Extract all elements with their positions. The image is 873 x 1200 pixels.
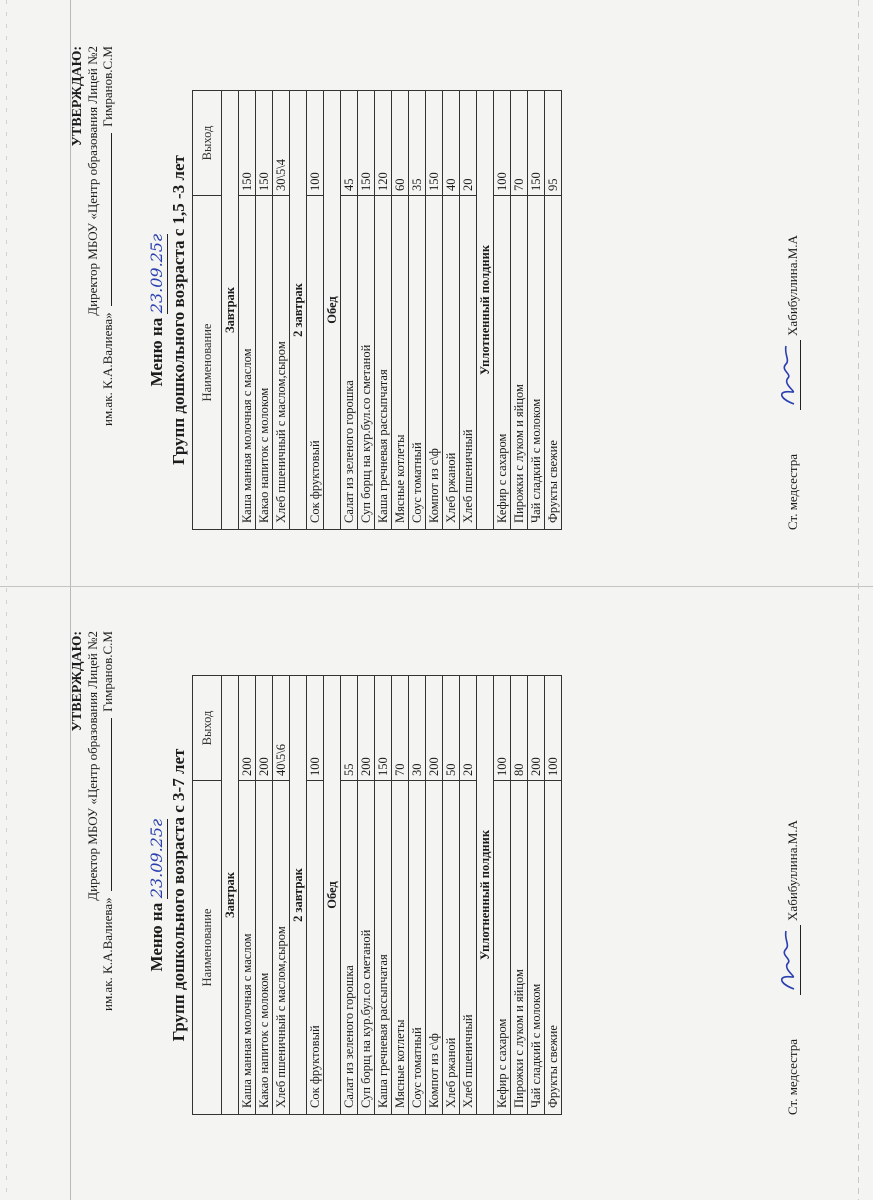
column-header-name: Наименование: [193, 781, 222, 1115]
table-row: [511, 91, 528, 530]
section-title: Обед: [324, 676, 341, 1115]
table-row: [239, 676, 256, 1115]
dish-name: Хлеб ржаной: [443, 781, 460, 1115]
dish-output: 100: [494, 676, 511, 781]
dish-name: Фрукты свежие: [545, 781, 562, 1115]
dish-output: 40\5\6: [273, 676, 290, 781]
menu-subtitle: Групп дошкольного возраста с 1,5 -3 лет: [169, 155, 188, 465]
dish-name: Какао напиток с молоком: [256, 781, 273, 1115]
dish-name: Чай сладкий с молоком: [528, 781, 545, 1115]
dish-output: 200: [256, 676, 273, 781]
dish-output: 80: [511, 676, 528, 781]
approval-director-name: Гимранов.С.М: [100, 46, 115, 127]
table-row: [409, 91, 426, 530]
table-row: [256, 91, 273, 530]
dish-output: 60: [392, 91, 409, 196]
column-header-output: Выход: [193, 91, 222, 196]
fold-line-horizontal: [0, 586, 873, 587]
dish-name: Компот из с\ф: [426, 196, 443, 530]
dish-output: 150: [358, 91, 375, 196]
table-row: [392, 676, 409, 1115]
section-title: 2 завтрак: [290, 91, 307, 530]
dish-name: Хлеб пшеничный с маслом,сыром: [273, 196, 290, 530]
section-row: [324, 91, 341, 530]
menu-title: [146, 665, 168, 1125]
dish-name: Каша манная молочная с маслом: [239, 781, 256, 1115]
menu-table: [192, 675, 562, 1115]
table-row: [426, 91, 443, 530]
dish-name: Хлеб пшеничный: [460, 781, 477, 1115]
section-title: Уплотненный полдник: [477, 91, 494, 530]
dish-output: 45: [341, 91, 358, 196]
dish-output: 150: [256, 91, 273, 196]
dish-output: 200: [528, 676, 545, 781]
dish-output: 200: [239, 676, 256, 781]
table-row: [239, 91, 256, 530]
approval-school-name: им.ак. К.А.Валиева»: [100, 312, 115, 426]
table-row: [528, 91, 545, 530]
section-title: Уплотненный полдник: [477, 676, 494, 1115]
table-row: [358, 91, 375, 530]
menu-table: [192, 90, 562, 530]
table-row: [307, 91, 324, 530]
menu-heading: [146, 665, 189, 1125]
handwritten-signature-icon: [774, 340, 800, 410]
dish-output: 95: [545, 91, 562, 196]
dish-name: Кефир с сахаром: [494, 781, 511, 1115]
section-row: [477, 676, 494, 1115]
menu-subtitle: Групп дошкольного возраста с 3-7 лет: [169, 748, 188, 1042]
dish-name: Каша манная молочная с маслом: [239, 196, 256, 530]
section-row: [290, 676, 307, 1115]
table-row: [494, 91, 511, 530]
dish-output: 20: [460, 91, 477, 196]
approval-signature-blank: [100, 133, 112, 307]
dish-name: Пирожки с луком и яйцом: [511, 781, 528, 1115]
approval-title: УТВЕРЖДАЮ:: [70, 631, 85, 732]
table-row: [443, 91, 460, 530]
dish-output: 30: [409, 676, 426, 781]
nurse-role: Ст. медсестра: [785, 453, 800, 530]
dish-name: Кефир с сахаром: [494, 196, 511, 530]
dish-output: 50: [443, 676, 460, 781]
table-row: [426, 676, 443, 1115]
approval-block: [70, 46, 115, 426]
menu-sheet-1-5-3: [70, 40, 873, 580]
dish-output: 100: [307, 91, 324, 196]
table-row: [256, 676, 273, 1115]
table-row: [392, 91, 409, 530]
dish-name: Каша гречневая рассыпчатая: [375, 196, 392, 530]
dish-output: 20: [460, 676, 477, 781]
table-row: [460, 91, 477, 530]
table-row: [545, 676, 562, 1115]
dish-name: Хлеб пшеничный: [460, 196, 477, 530]
dish-output: 35: [409, 91, 426, 196]
section-row: [222, 91, 239, 530]
table-row: [307, 676, 324, 1115]
section-row: [290, 91, 307, 530]
table-row: [443, 676, 460, 1115]
table-row: [375, 91, 392, 530]
dish-name: Суп борщ на кур.бул.со сметаной: [358, 781, 375, 1115]
table-row: [375, 676, 392, 1115]
dish-name: Фрукты свежие: [545, 196, 562, 530]
scan-edge-left: [6, 0, 7, 1200]
dish-name: Хлеб ржаной: [443, 196, 460, 530]
dish-output: 30\5\4: [273, 91, 290, 196]
dish-name: Суп борщ на кур.бул.со сметаной: [358, 196, 375, 530]
dish-output: 55: [341, 676, 358, 781]
approval-school-name: им.ак. К.А.Валиева»: [100, 897, 115, 1011]
dish-output: 100: [494, 91, 511, 196]
dish-output: 200: [426, 676, 443, 781]
approval-block: [70, 631, 115, 1011]
dish-name: Мясные котлеты: [392, 781, 409, 1115]
section-row: [222, 676, 239, 1115]
dish-name: Компот из с\ф: [426, 781, 443, 1115]
approval-title: УТВЕРЖДАЮ:: [70, 46, 85, 147]
menu-title: [146, 80, 168, 540]
dish-output: 150: [426, 91, 443, 196]
dish-output: 200: [358, 676, 375, 781]
table-row: [460, 676, 477, 1115]
dish-output: 70: [392, 676, 409, 781]
dish-output: 150: [239, 91, 256, 196]
approval-director-line: Директор МБОУ «Центр образования Лицей №2: [85, 631, 100, 901]
nurse-name: Хабибуллина.М.А: [785, 235, 800, 336]
menu-title-prefix: Меню на: [147, 317, 166, 387]
section-title: 2 завтрак: [290, 676, 307, 1115]
approval-signature-line: [100, 631, 115, 1011]
section-title: Завтрак: [222, 91, 239, 530]
approval-signature-line: [100, 46, 115, 426]
menu-sheet-3-7: [70, 625, 873, 1165]
dish-output: 100: [545, 676, 562, 781]
nurse-signature: [774, 340, 801, 410]
dish-name: Пирожки с луком и яйцом: [511, 196, 528, 530]
table-row: [545, 91, 562, 530]
nurse-role: Ст. медсестра: [785, 1038, 800, 1115]
dish-output: 120: [375, 91, 392, 196]
table-header-row: [193, 91, 222, 530]
dish-name: Чай сладкий с молоком: [528, 196, 545, 530]
dish-output: 40: [443, 91, 460, 196]
section-title: Завтрак: [222, 676, 239, 1115]
menu-title-prefix: Меню на: [147, 902, 166, 972]
table-row: [409, 676, 426, 1115]
dish-name: Какао напиток с молоком: [256, 196, 273, 530]
table-row: [528, 676, 545, 1115]
dish-output: 100: [307, 676, 324, 781]
dish-name: Сок фруктовый: [307, 781, 324, 1115]
dish-name: Соус томатный: [409, 781, 426, 1115]
dish-name: Салат из зеленого горошка: [341, 781, 358, 1115]
table-row: [341, 676, 358, 1115]
dish-output: 150: [528, 91, 545, 196]
dish-name: Соус томатный: [409, 196, 426, 530]
dish-name: Салат из зеленого горошка: [341, 196, 358, 530]
nurse-name: Хабибуллина.М.А: [785, 820, 800, 921]
menu-heading: [146, 80, 189, 540]
menu-date-handwritten: 23.09.25г: [147, 818, 166, 899]
column-header-output: Выход: [193, 676, 222, 781]
table-row: [494, 676, 511, 1115]
approval-signature-blank: [100, 718, 112, 892]
table-row: [273, 91, 290, 530]
nurse-signature: [774, 925, 801, 995]
menu-date-handwritten: 23.09.25г: [147, 233, 166, 314]
table-row: [341, 91, 358, 530]
table-row: [273, 676, 290, 1115]
section-row: [477, 91, 494, 530]
table-row: [511, 676, 528, 1115]
approval-director-line: Директор МБОУ «Центр образования Лицей №2: [85, 46, 100, 316]
approval-director-name: Гимранов.С.М: [100, 631, 115, 712]
dish-output: 150: [375, 676, 392, 781]
column-header-name: Наименование: [193, 196, 222, 530]
dish-name: Каша гречневая рассыпчатая: [375, 781, 392, 1115]
dish-name: Сок фруктовый: [307, 196, 324, 530]
section-title: Обед: [324, 91, 341, 530]
handwritten-signature-icon: [774, 925, 800, 995]
table-row: [358, 676, 375, 1115]
dish-output: 70: [511, 91, 528, 196]
dish-name: Хлеб пшеничный с маслом,сыром: [273, 781, 290, 1115]
signature-footer: [774, 90, 801, 530]
section-row: [324, 676, 341, 1115]
signature-footer: [774, 675, 801, 1115]
table-header-row: [193, 676, 222, 1115]
dish-name: Мясные котлеты: [392, 196, 409, 530]
